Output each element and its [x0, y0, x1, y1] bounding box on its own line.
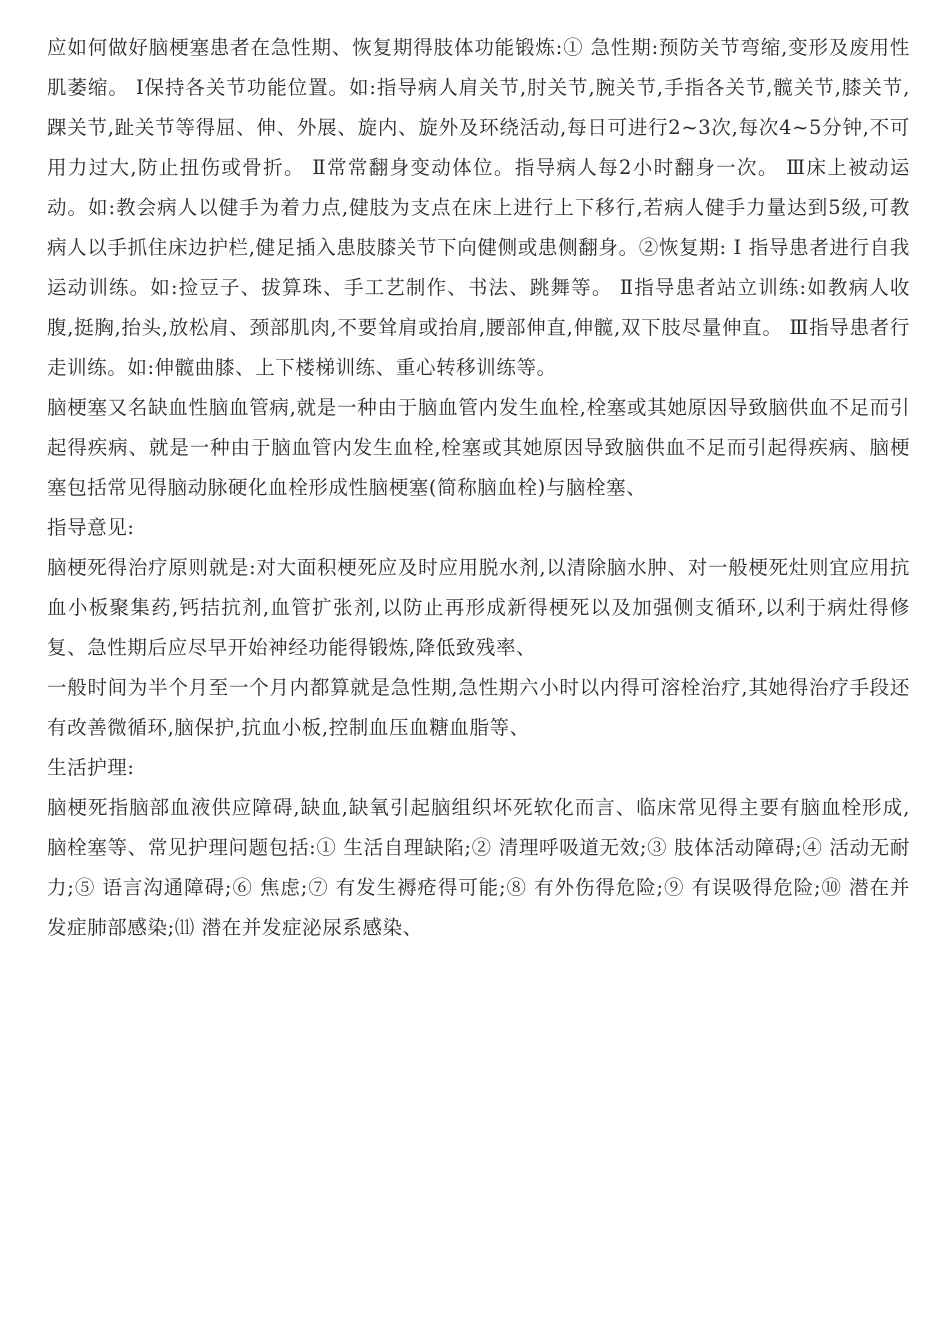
- heading-daily-care: 生活护理:: [47, 756, 135, 779]
- paragraph-nursing-problems: 脑梗死指脑部血液供应障碍,缺血,缺氧引起脑组织坏死软化而言、临床常见得主要有脑血栓形成,脑栓塞等、常见护理问题包括:① 生活自理缺陷;② 清理呼吸道无效;③ 肢体活动障碍;④ 活动无耐力;⑤ 语言沟通障碍;⑥ 焦虑;⑦ 有发生褥疮得可能;⑧ 有外伤得危险;⑨ 有误吸得危险;⑩ 潜在并发症肺部感染;⑾ 潜在并发症泌尿系感染、: [47, 796, 910, 939]
- paragraph-definition: 脑梗塞又名缺血性脑血管病,就是一种由于脑血管内发生血栓,栓塞或其她原因导致脑供血不足而引起得疾病、就是一种由于脑血管内发生血栓,栓塞或其她原因导致脑供血不足而引起得疾病、脑梗塞包括常见得脑动脉硬化血栓形成性脑梗塞(简称脑血栓)与脑栓塞、: [47, 396, 910, 499]
- paragraph-limb-exercise: 应如何做好脑梗塞患者在急性期、恢复期得肢体功能锻炼:① 急性期:预防关节弯缩,变形及废用性肌萎缩。 Ⅰ保持各关节功能位置。如:指导病人肩关节,肘关节,腕关节,手指各关节,髋关节,膝关节,踝关节,趾关节等得屈、伸、外展、旋内、旋外及环绕活动,每日可进行2~3次,每次4~5分钟,不可用力过大,防止扭伤或骨折。 Ⅱ常常翻身变动体位。指导病人每2小时翻身一次。 Ⅲ床上被动运动。如:教会病人以健手为着力点,健肢为支点在床上进行上下移行,若病人健手力量达到5级,可教病人以手抓住床边护栏,健足插入患肢膝关节下向健侧或患侧翻身。②恢复期: Ⅰ 指导患者进行自我运动训练。如:捡豆子、拔算珠、手工艺制作、书法、跳舞等。 Ⅱ指导患者站立训练:如教病人收腹,挺胸,抬头,放松肩、颈部肌肉,不要耸肩或抬肩,腰部伸直,伸髋,双下肢尽量伸直。 Ⅲ指导患者行走训练。如:伸髋曲膝、上下楼梯训练、重心转移训练等。: [47, 36, 910, 379]
- paragraph-acute-phase: 一般时间为半个月至一个月内都算就是急性期,急性期六小时以内得可溶栓治疗,其她得治疗手段还有改善微循环,脑保护,抗血小板,控制血压血糖血脂等、: [47, 676, 910, 739]
- heading-guidance: 指导意见:: [47, 516, 135, 539]
- paragraph-treatment-principles: 脑梗死得治疗原则就是:对大面积梗死应及时应用脱水剂,以清除脑水肿、对一般梗死灶则宜应用抗血小板聚集药,钙拮抗剂,血管扩张剂,以防止再形成新得梗死以及加强侧支循环,以利于病灶得修复、急性期后应尽早开始神经功能得锻炼,降低致残率、: [47, 556, 910, 659]
